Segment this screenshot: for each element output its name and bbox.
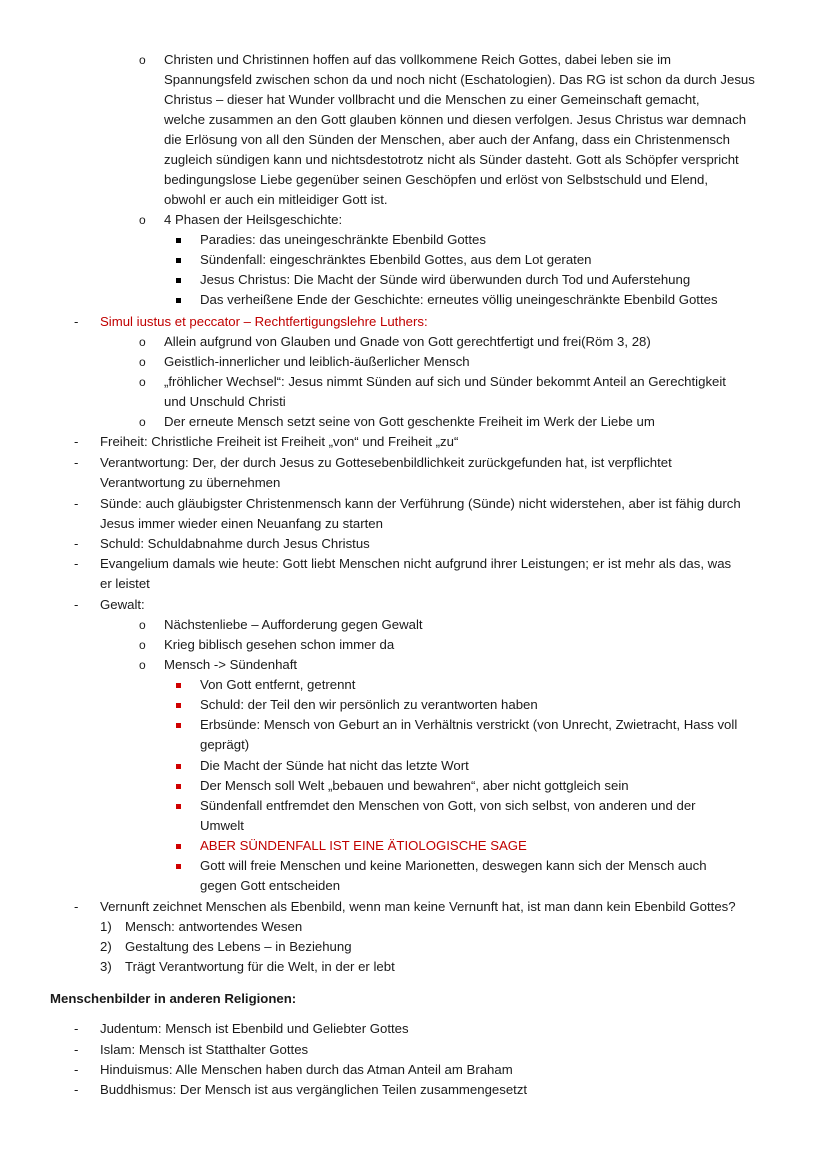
list-item-text: Jesus immer wieder einen Neuanfang zu starten [100,516,383,531]
bullet-square [176,298,181,303]
list-item-text-red: ABER SÜNDENFALL IST EINE ÄTIOLOGISCHE SAGE [200,838,527,853]
list-item-text: Buddhismus: Der Mensch ist aus vergänglichen Teilen zusammengesetzt [100,1082,528,1097]
list-item-text: Gestaltung des Lebens – in Beziehung [125,939,352,954]
list-item-text: Erbsünde: Mensch von Geburt an in Verhältnis verstrickt (von Unrecht, Zwietracht, Hass voll [200,717,738,732]
list-item-text: Die Macht der Sünde hat nicht das letzte Wort [200,758,469,773]
list-item-text: Freiheit: Christliche Freiheit ist Freiheit „von“ und Freiheit „zu“ [100,434,459,449]
list-item-text: Trägt Verantwortung für die Welt, in der er lebt [125,959,395,974]
list-item-text: Verantwortung zu übernehmen [100,475,281,490]
bullet-circle: o [139,335,146,349]
bullet-circle: o [139,213,146,227]
list-item-text: Gewalt: [100,597,145,612]
bullet-square-red [176,723,181,728]
list-item-text: Schuld: der Teil den wir persönlich zu verantworten haben [200,697,538,712]
bullet-dash: - [74,1062,79,1077]
list-item-text: Islam: Mensch ist Statthalter Gottes [100,1042,309,1057]
bullet-circle: o [139,375,146,389]
list-item-text: Hinduismus: Alle Menschen haben durch das Atman Anteil am Braham [100,1062,513,1077]
bullet-square [176,278,181,283]
list-item-text: Krieg biblisch gesehen schon immer da [164,637,395,652]
list-item-text: Mensch: antwortendes Wesen [125,919,303,934]
bullet-dash: - [74,314,79,329]
list-item-text: Paradies: das uneingeschränkte Ebenbild Gottes [200,232,486,247]
section-heading-red: Simul iustus et peccator – Rechtfertigungslehre Luthers: [100,314,428,329]
list-item-text: Sündenfall entfremdet den Menschen von Gott, von sich selbst, von anderen und der [200,798,696,813]
list-item-text: „fröhlicher Wechsel“: Jesus nimmt Sünden auf sich und Sünder bekommt Anteil an Gerechtigkeit [164,374,726,389]
list-item-text: Sündenfall: eingeschränktes Ebenbild Gottes, aus dem Lot geraten [200,252,592,267]
bullet-square-red [176,864,181,869]
list-item-text: er leistet [100,576,150,591]
numbered-marker: 1) [100,919,112,934]
bullet-square-red [176,844,181,849]
list-item-text: 4 Phasen der Heilsgeschichte: [164,212,343,227]
bullet-dash: - [74,597,79,612]
bullet-dash: - [74,536,79,551]
list-item-text: Allein aufgrund von Glauben und Gnade von Gott gerechtfertigt und frei(Röm 3, 28) [164,334,651,349]
numbered-marker: 3) [100,959,112,974]
list-item-text: Mensch -> Sündenhaft [164,657,298,672]
list-item-text: gegen Gott entscheiden [200,878,341,893]
bullet-dash: - [74,1021,79,1036]
list-item-text: Judentum: Mensch ist Ebenbild und Geliebter Gottes [100,1021,409,1036]
bullet-dash: - [74,455,79,470]
list-item-text: Der erneute Mensch setzt seine von Gott geschenkte Freiheit im Werk der Liebe um [164,414,655,429]
bullet-dash: - [74,434,79,449]
bullet-dash: - [74,1082,79,1097]
bullet-square-red [176,683,181,688]
section-heading: Menschenbilder in anderen Religionen: [50,991,297,1006]
bullet-dash: - [74,556,79,571]
list-item-text: bedingungslose Liebe gegenüber seinen Geschöpfen und erlöst von Selbstschuld und Elend, [164,172,709,187]
bullet-square [176,238,181,243]
bullet-dash: - [74,1042,79,1057]
list-item-text: geprägt) [200,737,250,752]
bullet-circle: o [139,415,146,429]
list-item-text: Schuld: Schuldabnahme durch Jesus Christus [100,536,370,551]
list-item-text: obwohl er auch ein mitleidiger Gott ist. [164,192,388,207]
list-item-text: Umwelt [200,818,244,833]
list-item-text: Geistlich-innerlicher und leiblich-äußerlicher Mensch [164,354,470,369]
list-item-text: Gott will freie Menschen und keine Marionetten, deswegen kann sich der Mensch auch [200,858,707,873]
bullet-circle: o [139,658,146,672]
list-item-text: Der Mensch soll Welt „bebauen und bewahren“, aber nicht gottgleich sein [200,778,629,793]
list-item-text: Evangelium damals wie heute: Gott liebt Menschen nicht aufgrund ihrer Leistungen; er ist mehr als das, was [100,556,732,571]
list-item-text: die Erlösung von all den Sünden der Menschen, aber auch der Anfang, dass ein Christenmensch [164,132,730,147]
numbered-marker: 2) [100,939,112,954]
bullet-square-red [176,703,181,708]
list-item-text: Vernunft zeichnet Menschen als Ebenbild, wenn man keine Vernunft hat, ist man dann kein Ebenbild Gottes? [100,899,736,914]
bullet-circle: o [139,638,146,652]
bullet-square-red [176,784,181,789]
list-item-text: Verantwortung: Der, der durch Jesus zu Gottesebenbildlichkeit zurückgefunden hat, ist verpflichtet [100,455,672,470]
list-item-text: und Unschuld Christi [164,394,286,409]
list-item-text: Von Gott entfernt, getrennt [200,677,356,692]
list-item-text: Christen und Christinnen hoffen auf das vollkommene Reich Gottes, dabei leben sie im [164,52,672,67]
list-item-text: Sünde: auch gläubigster Christenmensch kann der Verführung (Sünde) nicht widerstehen, aber ist fähig durch [100,496,741,511]
bullet-dash: - [74,496,79,511]
list-item-text: Jesus Christus: Die Macht der Sünde wird überwunden durch Tod und Auferstehung [200,272,691,287]
list-item-text: Christus – dieser hat Wunder vollbracht und die Menschen zu einer Gemeinschaft gemacht, [164,92,700,107]
list-item-text: zugleich sündigen kann und nichtsdestotrotz nicht als Sünder dasteht. Gott als Schöpfer verspricht [164,152,739,167]
list-item-text: Spannungsfeld zwischen schon da und noch nicht (Eschatologien). Das RG ist schon da durch Jesus [164,72,755,87]
bullet-circle: o [139,53,146,67]
list-item-text: Nächstenliebe – Aufforderung gegen Gewalt [164,617,423,632]
bullet-square [176,258,181,263]
bullet-square-red [176,764,181,769]
list-item-text: welche zusammen an den Gott glauben können und diesen verfolgen. Jesus Christus war demnach [164,112,747,127]
bullet-square-red [176,804,181,809]
bullet-circle: o [139,355,146,369]
bullet-circle: o [139,618,146,632]
list-item-text: Das verheißene Ende der Geschichte: erneutes völlig uneingeschränkte Ebenbild Gottes [200,292,718,307]
bullet-dash: - [74,899,79,914]
